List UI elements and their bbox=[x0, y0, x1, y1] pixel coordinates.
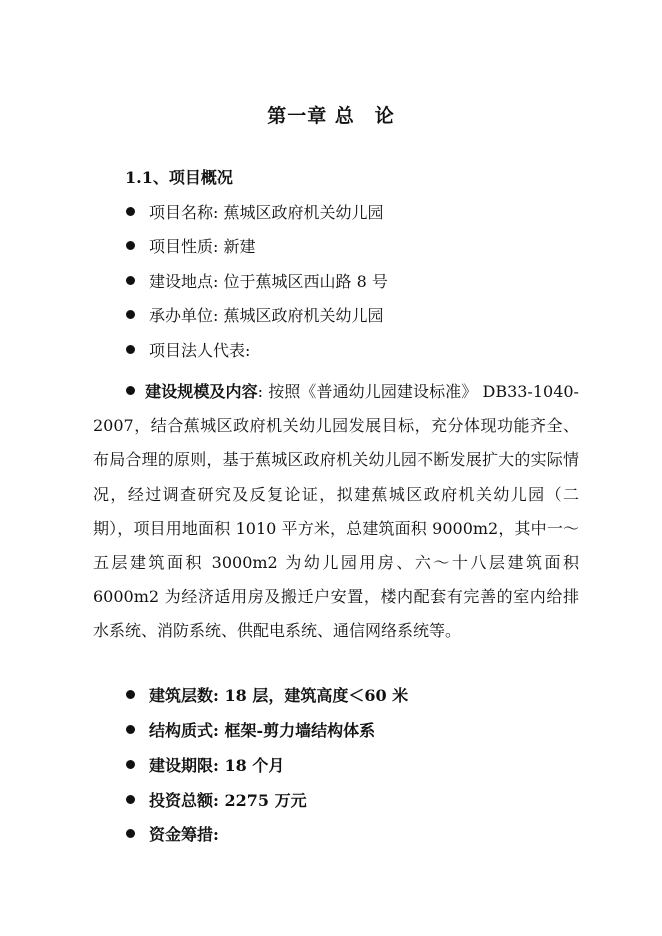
item-label: 资金筹措 bbox=[149, 825, 214, 844]
item-value: 位于蕉城区西山路 8 号 bbox=[223, 272, 388, 291]
item-label: 建筑层数 bbox=[149, 686, 214, 705]
item-label: 项目性质 bbox=[149, 237, 214, 256]
list-item: 结构质式: 框架-剪力墙结构体系 bbox=[126, 718, 375, 741]
list-item: 建设期限: 18 个月 bbox=[126, 753, 284, 776]
bullet-icon bbox=[126, 386, 135, 395]
list-item: 建设地点: 位于蕉城区西山路 8 号 bbox=[126, 269, 388, 292]
item-value: 2275 万元 bbox=[224, 791, 307, 810]
item-label: 投资总额 bbox=[149, 791, 214, 810]
item-label: 项目名称 bbox=[149, 203, 214, 222]
item-value: 18 个月 bbox=[224, 756, 285, 775]
item-label: 建设期限 bbox=[149, 756, 214, 775]
bullet-icon bbox=[126, 276, 135, 285]
list-item: 建筑层数: 18 层，建筑高度＜60 米 bbox=[126, 683, 408, 706]
bullet-icon bbox=[126, 690, 135, 699]
scale-text: 按照《普通幼儿园建设标准》 DB33-1040-2007，结合蕉城区政府机关幼儿园发展目标，充分体现功能齐全、布局合理的原则，基于蕉城区政府机关幼儿园不断发展扩大的实际情况，经过调查研究及反复论证，拟建蕉城区政府机关幼儿园（二期），项目用地面积 1010 平方米，总建筑面积 9000m2，其中一～五层建筑面积 3000m2 为幼儿园用房、六～十八层建筑面积 6000m2 为经济适用房及搬迁户安置，楼内配套有完善的室内给排水系统、消防系统、供配电系统、通信网络系统等。 bbox=[93, 382, 579, 641]
section-heading: 1.1、项目概况 bbox=[125, 168, 233, 187]
list-item: 项目性质: 新建 bbox=[126, 234, 256, 257]
bullet-icon bbox=[126, 345, 135, 354]
item-value: 新建 bbox=[223, 237, 256, 256]
item-label: 项目法人代表 bbox=[149, 341, 246, 360]
list-item: 资金筹措: bbox=[126, 822, 219, 845]
bullet-icon bbox=[126, 829, 135, 838]
list-item: 项目名称: 蕉城区政府机关幼儿园 bbox=[126, 200, 384, 223]
scale-paragraph: 建设规模及内容: 按照《普通幼儿园建设标准》 DB33-1040-2007，结合蕉城区政府机关幼儿园发展目标，充分体现功能齐全、布局合理的原则，基于蕉城区政府机关幼儿园不断发展扩大的实际情况，经过调查研究及反复论证，拟建蕉城区政府机关幼儿园（二期），项目用地面积 1010 平方米，总建筑面积 9000m2，其中一～五层建筑面积 3000m2 为幼儿园用房、六～十八层建筑面积 6000m2 为经济适用房及搬迁户安置，楼内配套有完善的室内给排水系统、消防系统、供配电系统、通信网络系统等。 bbox=[93, 382, 579, 641]
bullet-icon bbox=[126, 725, 135, 734]
bullet-icon bbox=[126, 207, 135, 216]
scale-label: 建设规模及内容 bbox=[145, 382, 258, 401]
item-label: 结构质式 bbox=[149, 721, 214, 740]
list-item: 项目法人代表: bbox=[126, 338, 250, 361]
item-value: 框架-剪力墙结构体系 bbox=[224, 721, 376, 740]
item-label: 建设地点 bbox=[149, 272, 214, 291]
item-value: 18 层，建筑高度＜60 米 bbox=[224, 686, 409, 705]
item-label: 承办单位 bbox=[149, 306, 214, 325]
item-value: 蕉城区政府机关幼儿园 bbox=[223, 203, 384, 222]
chapter-title: 第一章 总 论 bbox=[267, 105, 395, 127]
bullet-icon bbox=[126, 241, 135, 250]
bullet-icon bbox=[126, 760, 135, 769]
bullet-icon bbox=[126, 310, 135, 319]
item-value: 蕉城区政府机关幼儿园 bbox=[223, 306, 384, 325]
list-item: 承办单位: 蕉城区政府机关幼儿园 bbox=[126, 303, 384, 326]
list-item: 投资总额: 2275 万元 bbox=[126, 788, 307, 811]
bullet-icon bbox=[126, 795, 135, 804]
